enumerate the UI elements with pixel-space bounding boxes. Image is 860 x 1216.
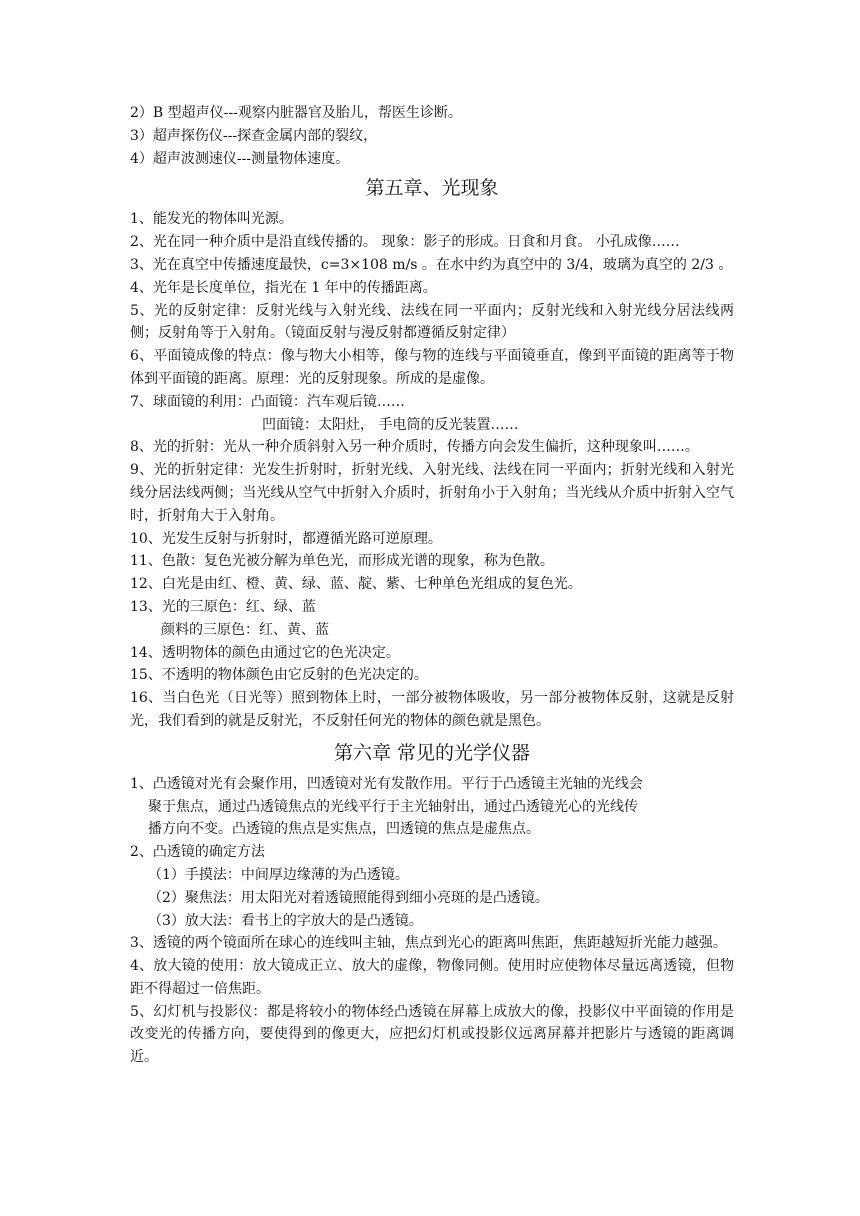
ch5-item-4: 4、光年是长度单位，指光在 1 年中的传播距离。 — [130, 279, 437, 296]
ch6-item-2-method2: （2）聚焦法：用太阳光对着透镜照能得到细小亮斑的是凸透镜。 — [148, 889, 549, 906]
ch5-item-13-light: 13、光的三原色：红、绿、蓝 — [130, 598, 316, 615]
ch6-item-1-line3: 播方向不变。凸透镜的焦点是实焦点，凹透镜的焦点是虚焦点。 — [148, 821, 540, 838]
ch5-item-9: 9、光的折射定律：光发生折射时，折射光线、入射光线、法线在同一平面内；折射光线和入射光线分居法线两侧；当光线从空气中折射入介质时，折射角小于入射角；当光线从介质中折射入空气时，折射角大于入射角。 — [130, 462, 734, 524]
ch5-item-7-convex: 7、球面镜的利用：凸面镜：汽车观后镜…… — [130, 393, 405, 410]
ch6-item-4: 4、放大镜的使用：放大镜成正立、放大的虚像，物像同侧。使用时应使物体尽量远离透镜，但物距不得超过一倍焦距。 — [130, 958, 734, 997]
ch5-item-5: 5、光的反射定律：反射光线与入射光线、法线在同一平面内；反射光线和入射光线分居法线两侧；反射角等于入射角。（镜面反射与漫反射都遵循反射定律） — [130, 302, 734, 342]
ch6-item-5: 5、幻灯机与投影仪：都是将较小的物体经凸透镜在屏幕上成放大的像，投影仪中平面镜的作用是改变光的传播方向，要使得到的像更大，应把幻灯机或投影仪远离屏幕并把影片与透镜的距离调近。 — [130, 1003, 734, 1066]
ch5-item-11: 11、色散：复色光被分解为单色光，而形成光谱的现象，称为色散。 — [130, 553, 554, 570]
ch6-item-1-line2: 聚于焦点，通过凸透镜焦点的光线平行于主光轴射出，通过凸透镜光心的光线传 — [148, 798, 638, 815]
ch6-item-3: 3、透镜的两个镜面所在球心的连线叫主轴，焦点到光心的距离叫焦距，焦距越短折光能力越强。 — [130, 935, 727, 952]
ch5-item-15: 15、不透明的物体颜色由它反射的色光决定的。 — [130, 667, 428, 684]
ch5-item-7-concave: 凹面镜：太阳灶， 手电筒的反光装置…… — [262, 416, 519, 433]
chapter5-title: 第五章、光现象 — [365, 177, 499, 200]
ch6-item-2-method1: （1）手摸法：中间厚边缘薄的为凸透镜。 — [148, 866, 409, 883]
ch5-item-3: 3、光在真空中传播速度最快，c=3×108 m/s 。在水中约为真空中的 3/4，玻璃为真空的 2/3 。 — [130, 256, 733, 273]
ch6-item-2: 2、凸透镜的确定方法 — [130, 844, 265, 861]
ch5-item-12: 12、白光是由红、橙、黄、绿、蓝、靛、紫、七种单色光组成的复色光。 — [130, 576, 582, 593]
ch5-item-14: 14、透明物体的颜色由通过它的色光决定。 — [130, 644, 400, 661]
ch5-item-2: 2、光在同一种介质中是沿直线传播的。 现象：影子的形成。日食和月食。 小孔成像…… — [130, 234, 680, 251]
ch5-item-1: 1、能发光的物体叫光源。 — [130, 211, 293, 228]
ch5-item-6: 6、平面镜成像的特点：像与物大小相等，像与物的连线与平面镜垂直，像到平面镜的距离等于物体到平面镜的距离。原理：光的反射现象。所成的是虚像。 — [130, 348, 734, 387]
ch5-item-16: 16、当白色光（日光等）照到物体上时，一部分被物体吸收，另一部分被物体反射，这就是反射光，我们看到的就是反射光，不反射任何光的物体的颜色就是黑色。 — [130, 690, 734, 729]
ch5-item-10: 10、光发生反射与折射时，都遵循光路可逆原理。 — [130, 530, 442, 547]
document-body — [130, 102, 734, 1069]
chapter6-title: 第六章 常见的光学仪器 — [333, 741, 531, 764]
ultrasound-item-3: 3）超声探伤仪---探查金属内部的裂纹， — [130, 127, 378, 144]
ch5-item-8: 8、光的折射：光从一种介质斜射入另一种介质时，传播方向会发生偏折，这种现象叫……。 — [130, 439, 699, 456]
ch5-item-13-pigment: 颜料的三原色：红、黄、蓝 — [161, 621, 329, 638]
ch6-item-2-method3: （3）放大法：看书上的字放大的是凸透镜。 — [148, 912, 423, 929]
ch6-item-1-line1: 1、凸透镜对光有会聚作用，凹透镜对光有发散作用。平行于凸透镜主光轴的光线会 — [130, 775, 643, 792]
ultrasound-item-2: 2）B 型超声仪---观察内脏器官及胎儿，帮医生诊断。 — [130, 105, 462, 121]
ultrasound-item-4: 4）超声波测速仪---测量物体速度。 — [130, 150, 350, 167]
